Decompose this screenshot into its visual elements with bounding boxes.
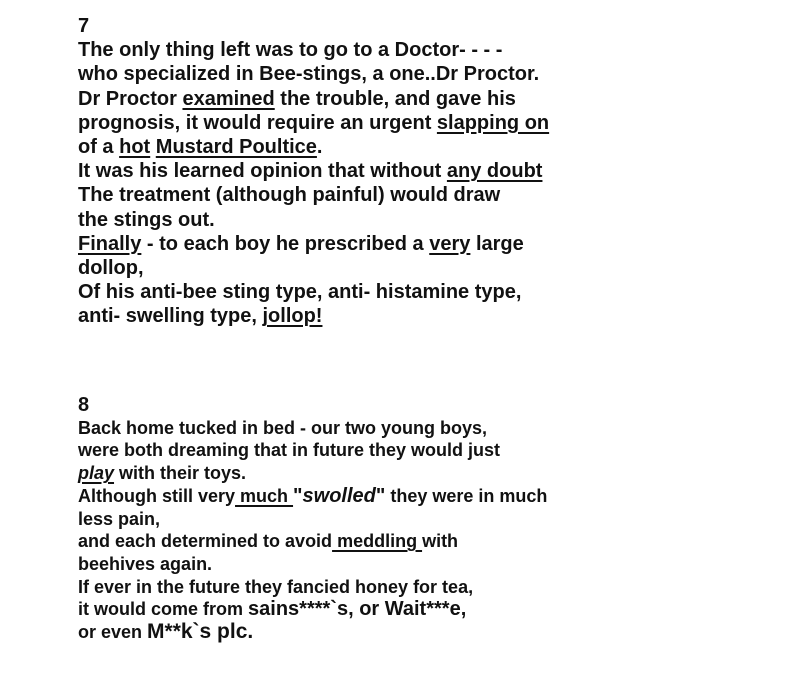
underlined-text: jollop! xyxy=(262,305,323,328)
verse-7 xyxy=(78,14,549,329)
text-run: it would come from xyxy=(78,599,249,620)
verse-line: who specialized in Bee-stings, a one..Dr Proctor. xyxy=(78,63,540,86)
verse-line xyxy=(78,530,547,553)
underlined-text: slapping on xyxy=(436,111,550,134)
text-run: " xyxy=(293,484,303,507)
text-run: and each determined to avoid xyxy=(78,531,333,552)
text-run: of a xyxy=(78,136,120,159)
text-run: . xyxy=(316,136,323,159)
verse-line: were both dreaming that in future they would just xyxy=(78,440,501,461)
verse-number: 7 xyxy=(78,15,90,37)
verse-8 xyxy=(78,394,547,644)
verse-line xyxy=(78,135,549,159)
verse-line: Of his anti-bee sting type, anti- histamine type, xyxy=(78,281,522,304)
underlined-text: meddling xyxy=(332,531,423,552)
text-run: with xyxy=(422,531,459,552)
underlined-text: hot xyxy=(119,136,151,159)
verse-line xyxy=(78,111,549,135)
text-run: or even xyxy=(78,622,148,643)
underlined-text: much xyxy=(235,485,294,506)
verse-line: the stings out. xyxy=(78,208,215,231)
verse-line: If ever in the future they fancied honey for tea, xyxy=(78,576,474,597)
verse-line xyxy=(78,159,549,183)
text-run: M**k`s plc. xyxy=(147,620,254,644)
verse-line xyxy=(78,87,549,111)
underlined-text: examined xyxy=(182,87,275,110)
verse-line xyxy=(78,485,547,508)
text-run: the trouble, and gave his xyxy=(274,87,516,110)
verse-line xyxy=(78,462,547,485)
text-run: anti- swelling type, xyxy=(78,305,263,328)
text-run: " xyxy=(375,484,386,507)
verse-line: less pain, xyxy=(78,508,161,529)
verse-line xyxy=(78,621,547,644)
text-run: they were in much xyxy=(385,485,548,506)
text-run: Although still very xyxy=(78,485,236,506)
verse-line: dollop, xyxy=(78,257,144,280)
text-run: sains****`s, or Wait***e, xyxy=(248,598,467,621)
underlined-text: Mustard Poultice xyxy=(155,136,317,159)
underlined-text: play xyxy=(78,463,115,484)
underlined-text: very xyxy=(429,232,471,255)
verse-line: Back home tucked in bed - our two young boys, xyxy=(78,417,488,438)
text-run: - to each boy he prescribed a xyxy=(141,232,430,255)
text-run: It was his learned opinion that without xyxy=(78,160,447,183)
verse-line: The only thing left was to go to a Doctor- - - - xyxy=(78,39,503,62)
verse-line xyxy=(78,598,547,621)
verse-number: 8 xyxy=(78,394,90,416)
italic-text: swolled xyxy=(302,484,376,507)
text-run: large xyxy=(470,232,524,255)
verse-line: The treatment (although painful) would draw xyxy=(78,184,501,207)
verse-line xyxy=(78,232,549,256)
underlined-text: Finally xyxy=(78,232,142,255)
underlined-text: any doubt xyxy=(446,160,543,183)
verse-line: beehives again. xyxy=(78,553,213,574)
text-run: prognosis, it would require an urgent xyxy=(78,111,437,134)
text-run: with their toys. xyxy=(114,463,247,484)
verse-line xyxy=(78,304,549,328)
text-run: Dr Proctor xyxy=(78,87,183,110)
